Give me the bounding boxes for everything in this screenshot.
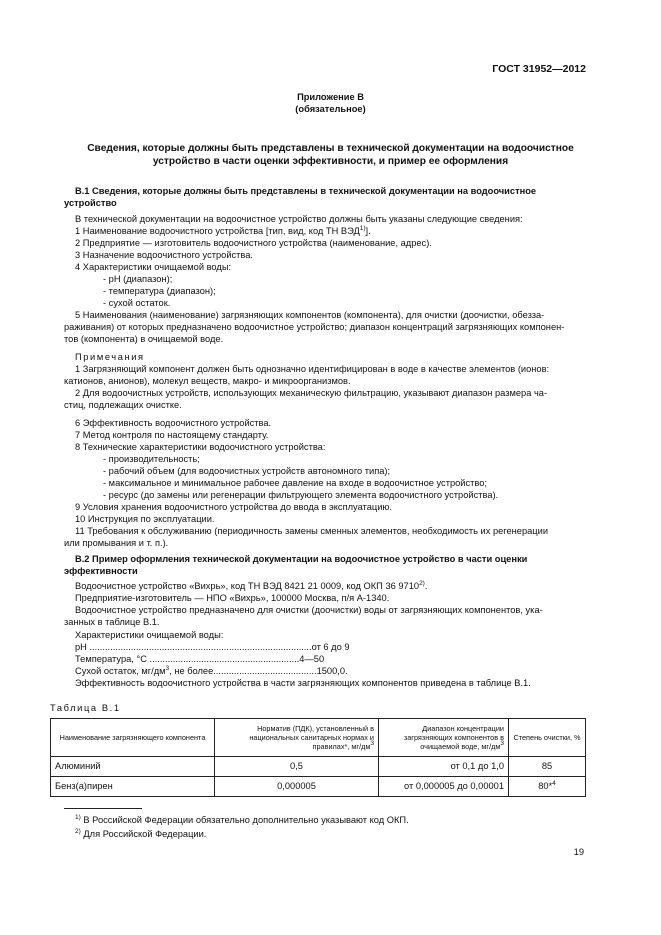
section1-item5-line2: раживания) от которых предназначено водоочистное устройство; диапазон концентраций загрязняющих компонен- [64, 322, 565, 332]
section2-efficiency: Эффективность водоочистного устройства в части загрязняющих компонентов приведена в таблице В.1. [75, 678, 531, 688]
document-code: ГОСТ 31952—2012 [492, 63, 586, 75]
footnote-separator [64, 808, 142, 809]
item8-sub-pressure: - максимальное и минимальное рабочее давление на входе в водоочистное устройство; [103, 478, 487, 488]
cell-norm: 0,000005 [215, 777, 379, 797]
section1-item7: 7 Метод контроля по настоящему стандарту. [75, 430, 269, 440]
section2-purpose-line1: Водоочистное устройство предназначено для очистки (доочистки) воды от загрязняющих компонентов, ука- [75, 605, 543, 615]
main-title-line1: Сведения, которые должны быть представлены в технической документации на водоочистное [87, 143, 574, 154]
section1-item11-line1: 11 Требования к обслуживанию (периодичность замены сменных элементов, необходимость их регенерации [75, 526, 549, 536]
cell-norm: 0,5 [215, 757, 379, 777]
cell-component-name: Алюминий [51, 757, 215, 777]
item8-sub-volume: - рабочий объем (для водоочистных устройств автономного типа); [103, 466, 391, 476]
section1-item4: 4 Характеристики очищаемой воды: [75, 262, 232, 272]
appendix-title: Приложение В [297, 92, 364, 102]
header-cleaning-degree: Степень очистки, % [509, 719, 586, 757]
section1-item9: 9 Условия хранения водоочистного устройства до ввода в эксплуатацию. [75, 502, 392, 512]
item4-sub-temperature: - температура (диапазон); [103, 286, 216, 296]
section1-intro: В технической документации на водоочистное устройство должны быть указаны следующие сведения: [75, 214, 523, 224]
appendix-subtitle: (обязательное) [295, 104, 366, 114]
note2-line1: 2 Для водоочистных устройств, использующих механическую фильтрацию, указывают диапазон размера ча- [75, 388, 548, 398]
header-concentration-range: Диапазон концентрации загрязняющих компонентов в очищаемой воде, $мг/дм^3$ [379, 719, 509, 757]
note1-line1: 1 Загрязняющий компонент должен быть однозначно идентифицирован в воде в качестве элементов (ионов: [75, 364, 550, 374]
section1-item10: 10 Инструкция по эксплуатации. [75, 514, 215, 524]
section1-item5-line1: 5 Наименования (наименование) загрязняющих компонентов (компонента), для очистки (доочистки, обезза- [75, 310, 545, 320]
components-table [50, 718, 586, 797]
section1-item6: 6 Эффективность водоочистного устройства. [75, 418, 272, 428]
section2-device: Водоочистное устройство «Вихрь», код ТН ВЭД 8421 21 0009, код ОКП 36 9710$^{2)}$. [75, 580, 428, 591]
section1-heading-line1: В.1 Сведения, которые должны быть представлены в технической документации на водоочистное [75, 186, 537, 196]
section2-purpose-line2: занных в таблице В.1. [64, 617, 160, 627]
characteristic-dry-residue: Сухой остаток, $мг/дм^3$, не более........................................1500,0. [75, 665, 348, 676]
table-row [51, 777, 586, 797]
section1-item8: 8 Технические характеристики водоочистного устройства: [75, 442, 326, 452]
section2-maker: Предприятие-изготовитель — НПО «Вихрь», 100000 Москва, п/я А-1340. [75, 593, 390, 603]
section1-item11-line2: или промывания и т. п.). [64, 538, 169, 548]
characteristic-temperature: Температура, °С ..........................................................4—50 [75, 654, 325, 664]
cell-range: от 0,000005 до 0,00001 [379, 777, 509, 797]
section1-item2: 2 Предприятие — изготовитель водоочистного устройства (наименование, адрес). [75, 238, 432, 248]
table-header-row [51, 719, 586, 757]
item4-sub-dry-residue: - сухой остаток. [103, 298, 171, 308]
notes-title: Примечания [75, 352, 145, 362]
table-row [51, 757, 586, 777]
item8-sub-resource: - ресурс (до замены или регенерации фильтрующего элемента водоочистного устройства). [103, 490, 499, 500]
note2-line2: стиц, подлежащих очистке. [64, 400, 182, 410]
main-title-line2: устройство в части оценки эффективности, и пример ее оформления [152, 156, 509, 167]
footnote-2: $^{2)}$ Для Российской Федерации. [75, 828, 207, 839]
section2-heading-line2: эффективности [64, 566, 138, 576]
cell-degree: 80*$^4$ [509, 777, 586, 797]
cell-degree: 85 [509, 757, 586, 777]
header-component-name: Наименование загрязняющего компонента [51, 719, 215, 757]
table-caption: Таблица В.1 [50, 703, 121, 713]
footnote-1: $^{1)}$ В Российской Федерации обязательно дополнительно указывают код ОКП. [75, 814, 409, 825]
section1-item5-line3: тов (компонента) в очищаемой воде. [64, 334, 224, 344]
section1-heading-line2: устройство [64, 198, 117, 208]
cell-range: от 0,1 до 1,0 [379, 757, 509, 777]
section2-heading-line1: В.2 Пример оформления технической документации на водоочистное устройство в части оценки [75, 554, 528, 564]
section2-characteristics-title: Характеристики очищаемой воды: [75, 630, 224, 640]
characteristic-ph: рН ......................................................................................от 6 до 9 [75, 642, 350, 652]
note1-line2: катионов, анионов), молекул веществ, макро- и микроорганизмов. [64, 376, 351, 386]
cell-component-name: Бенз(а)пирен [51, 777, 215, 797]
item4-sub-ph: - рН (диапазон); [103, 274, 173, 284]
section1-item3: 3 Назначение водоочистного устройства. [75, 250, 254, 260]
section1-item1: 1 Наименование водоочистного устройства [тип, вид, код ТН ВЭД$^{1)}$]. [75, 225, 371, 236]
item8-sub-productivity: - производительность; [103, 454, 200, 464]
header-norm: Норматив (ПДК), установленный в национальных санитарных нормах и правилах*, $мг/дм^3$ [215, 719, 379, 757]
page-number: 19 [573, 847, 584, 857]
